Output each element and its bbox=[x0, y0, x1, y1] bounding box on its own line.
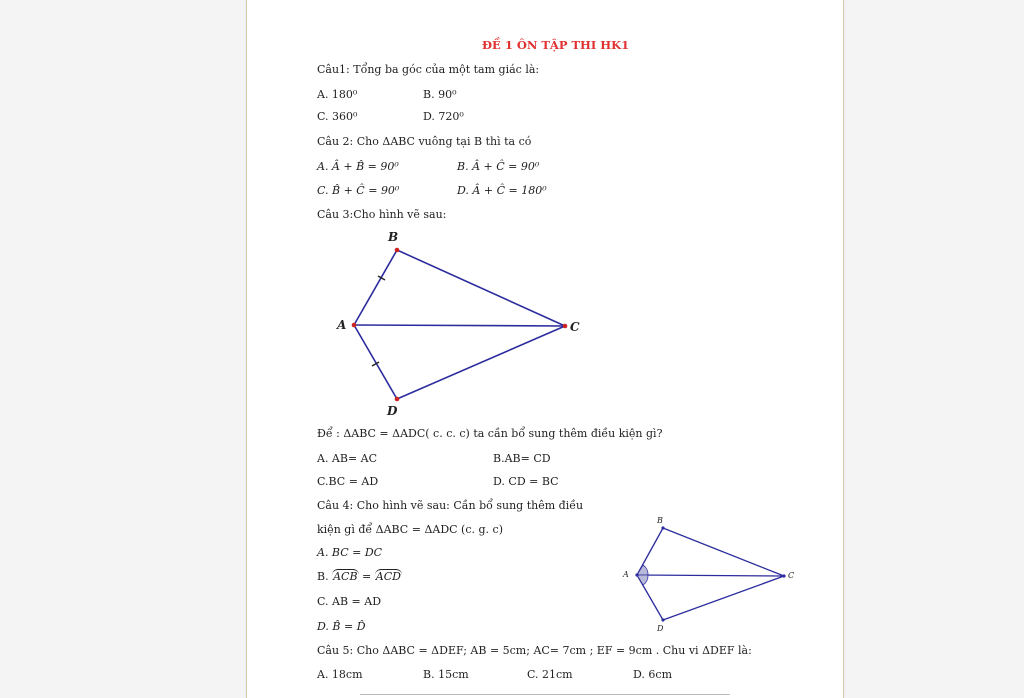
fig2-label-a: A bbox=[623, 570, 629, 579]
page-bottom-rule bbox=[360, 694, 730, 695]
q4-option-b-prefix: B. bbox=[317, 570, 329, 583]
q5-option-c: C. 21cm bbox=[527, 668, 573, 681]
q4-option-d: D. B̂ = D̂ bbox=[317, 620, 366, 633]
question-2: Câu 2: Cho ΔABC vuông tại B thì ta có bbox=[317, 135, 532, 148]
q2-option-b: B. Â + Ĉ = 90⁰ bbox=[457, 160, 540, 173]
q4-option-c: C. AB = AD bbox=[317, 595, 382, 608]
fig2-label-c: C bbox=[788, 571, 795, 580]
q4-equals: = bbox=[362, 570, 375, 583]
q1-option-b: B. 90⁰ bbox=[423, 88, 457, 101]
q2-option-d: D. Â + Ĉ = 180⁰ bbox=[457, 184, 547, 197]
fig2-label-b: B bbox=[657, 516, 663, 525]
document-page bbox=[246, 0, 844, 698]
fig1-label-d: D bbox=[387, 404, 398, 418]
q1-option-c: C. 360⁰ bbox=[317, 110, 358, 123]
q2-option-c: C. B̂ + Ĉ = 90⁰ bbox=[317, 184, 400, 197]
question-5: Câu 5: Cho ΔABC = ΔDEF; AB = 5cm; AC= 7cm ; EF = 9cm . Chu vi ΔDEF là: bbox=[317, 644, 752, 657]
fig2-label-d: D bbox=[657, 624, 664, 633]
q3-option-c: C.BC = AD bbox=[317, 475, 379, 488]
document-title: ĐỀ 1 ÔN TẬP THI HK1 bbox=[482, 38, 630, 52]
q3-option-d: D. CD = BC bbox=[493, 475, 559, 488]
q1-option-a: A. 180⁰ bbox=[317, 88, 358, 101]
q3-option-b: B.AB= CD bbox=[493, 452, 551, 465]
fig1-label-a: A bbox=[337, 318, 347, 332]
q5-option-a: A. 18cm bbox=[317, 668, 363, 681]
fig1-label-b: B bbox=[388, 230, 399, 244]
q3-condition: Để : ΔABC = ΔADC( c. c. c) ta cần bổ sung thêm điều kiện gì? bbox=[317, 427, 663, 440]
q3-option-a: A. AB= AC bbox=[317, 452, 378, 465]
q1-option-d: D. 720⁰ bbox=[423, 110, 464, 123]
q4-angle-acd: ACD bbox=[375, 570, 401, 583]
figure-abcd-2 bbox=[247, 0, 843, 698]
q4-option-a: A. BC = DC bbox=[317, 546, 383, 559]
question-3: Câu 3:Cho hình vẽ sau: bbox=[317, 208, 447, 221]
q2-option-a: A. Â + B̂ = 90⁰ bbox=[317, 160, 399, 173]
q5-option-d: D. 6cm bbox=[633, 668, 673, 681]
question-1: Câu1: Tổng ba góc của một tam giác là: bbox=[317, 63, 540, 76]
fig1-label-c: C bbox=[570, 320, 580, 334]
question-4: Câu 4: Cho hình vẽ sau: Cần bổ sung thêm điều bbox=[317, 499, 584, 512]
q5-option-b: B. 15cm bbox=[423, 668, 469, 681]
q4-angle-acb: ACB bbox=[333, 570, 358, 583]
question-4-cont: kiện gì để ΔABC = ΔADC (c. g. c) bbox=[317, 523, 503, 536]
